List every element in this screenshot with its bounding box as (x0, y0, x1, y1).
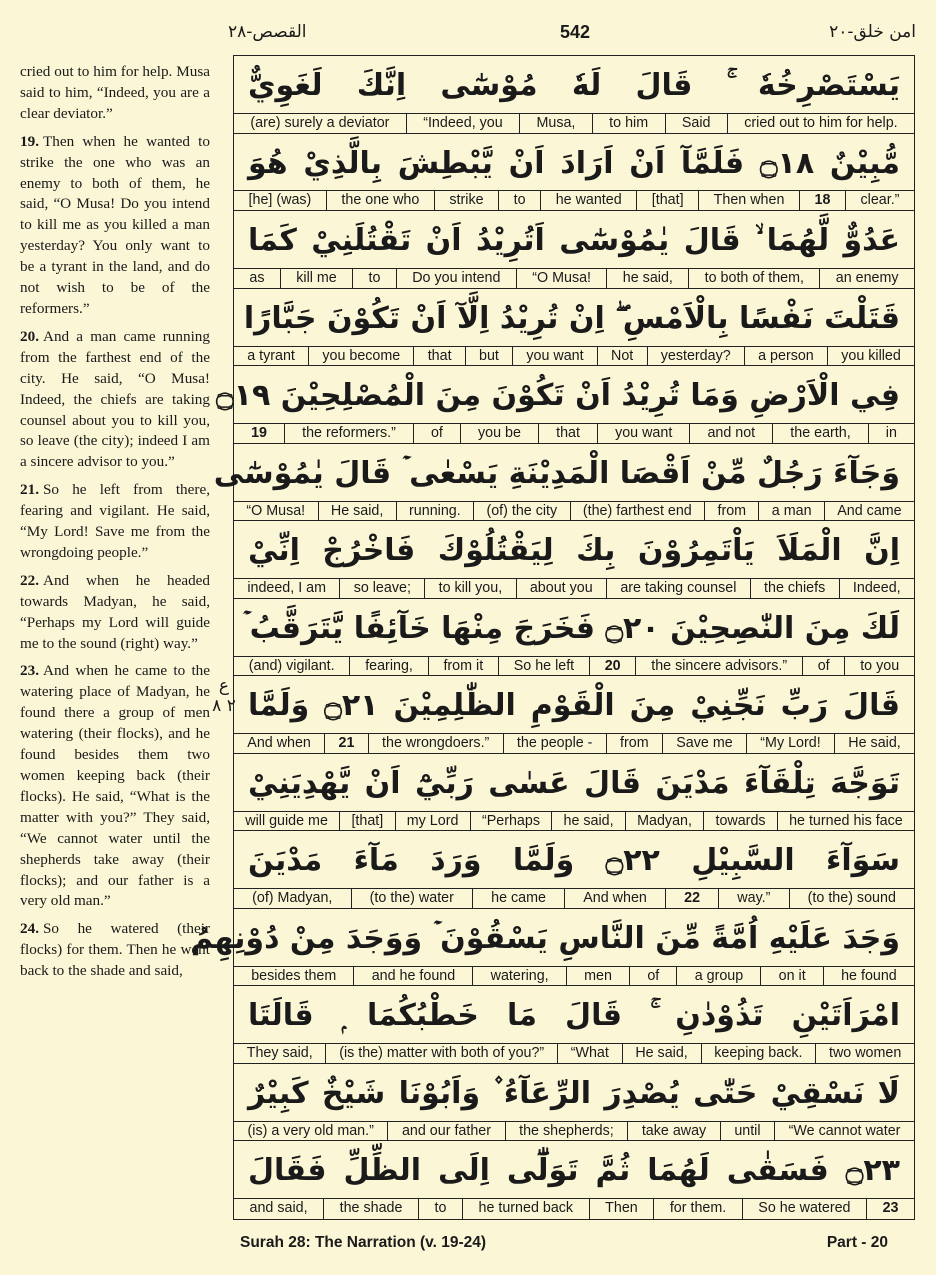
gloss-cell: Then (590, 1199, 655, 1219)
verse-line (213, 444, 914, 522)
arabic-text: ۝٢٣ فَسَقٰى لَهُمَا ثُمَّ تَوَلّٰٓى اِلَى الظِّلِّ فَقَالَ (234, 1141, 914, 1199)
gloss-cell: a tyrant (234, 347, 309, 366)
gloss-cell: (to the) water (352, 889, 474, 908)
verse-number-cell: 22 (666, 889, 719, 908)
verse-line (234, 754, 914, 832)
gloss-cell: Save me (663, 734, 747, 753)
gloss-cell: as (234, 269, 281, 288)
gloss-cell: watering, (473, 967, 566, 986)
gloss-cell: on it (761, 967, 823, 986)
gloss-cell: “Perhaps (471, 812, 553, 831)
commentary-paragraph (20, 571, 210, 655)
gloss-cell: Said (666, 114, 728, 133)
verse-number-cell: 20 (590, 657, 636, 676)
gloss-row (234, 1122, 914, 1142)
gloss-cell: you become (309, 347, 414, 366)
gloss-cell: (the) farthest end (571, 502, 706, 521)
arabic-text: لَا نَسْقِيْ حَتّٰى يُصْدِرَ الرِّعَآءُ ۫ وَاَبُوْنَا شَيْخٌ كَبِيْرٌ (234, 1064, 914, 1122)
gloss-cell: keeping back. (702, 1044, 817, 1063)
gloss-cell: running. (397, 502, 474, 521)
verse-number: 23. (20, 662, 39, 680)
verse-line (234, 599, 914, 677)
verse-number: 24. (20, 920, 39, 938)
gloss-row (234, 812, 914, 832)
gloss-cell: (of) the city (474, 502, 570, 521)
gloss-cell: that (539, 424, 598, 443)
verse-number-cell: 19 (234, 424, 285, 443)
verse-line (190, 909, 914, 987)
gloss-cell: you want (513, 347, 598, 366)
verse-line (234, 134, 914, 212)
commentary-paragraph (20, 327, 210, 473)
arabic-text: قَالَ رَبِّ نَجِّنِيْ مِنَ الْقَوْمِ الظّٰلِمِيْنَ ۝٢١ وَلَمَّا (234, 676, 914, 734)
arabic-text: لَكَ مِنَ النّٰصِحِيْنَ ۝٢٠ فَخَرَجَ مِنْهَا خَآئِفًا يَّتَرَقَّبُ ۡ (234, 599, 914, 657)
gloss-cell: he said, (607, 269, 689, 288)
verse-line (234, 831, 914, 909)
gloss-cell: (of) Madyan, (234, 889, 352, 908)
gloss-cell: for them. (654, 1199, 742, 1219)
gloss-cell: and our father (388, 1122, 505, 1141)
gloss-cell: and not (690, 424, 773, 443)
gloss-cell: to both of them, (689, 269, 820, 288)
commentary-paragraph (20, 132, 210, 320)
gloss-cell: (are) surely a deviator (234, 114, 407, 133)
arabic-text: وَجَآءَ رَجُلٌ مِّنْ اَقْصَا الْمَدِيْنَةِ يَسْعٰى ۡ قَالَ يٰمُوْسٰٓى (234, 444, 914, 502)
gloss-cell: [that] (340, 812, 395, 831)
gloss-cell: the one who (327, 191, 435, 210)
verse-line (234, 56, 914, 134)
gloss-cell: take away (628, 1122, 720, 1141)
gloss-cell: from (607, 734, 663, 753)
gloss-row (234, 502, 914, 522)
gloss-cell: about you (517, 579, 607, 598)
gloss-cell: way.” (719, 889, 789, 908)
gloss-cell: but (466, 347, 513, 366)
gloss-row (234, 967, 914, 987)
gloss-cell: to (353, 269, 397, 288)
gloss-cell: (and) vigilant. (234, 657, 350, 676)
verse-number: 20. (20, 327, 39, 345)
gloss-cell: Do you intend (397, 269, 517, 288)
arabic-text: عَدُوٌّ لَّهُمَا ۙ قَالَ يٰمُوْسٰٓى اَتُرِيْدُ اَنْ تَقْتُلَنِيْ كَمَا (234, 211, 914, 269)
gloss-cell: of (414, 424, 461, 443)
gloss-cell: the shepherds; (506, 1122, 629, 1141)
verse-line (216, 366, 914, 444)
gloss-cell: of (630, 967, 677, 986)
arabic-text: سَوَآءَ السَّبِيْلِ ۝٢٢ وَلَمَّا وَرَدَ مَآءَ مَدْيَنَ (234, 831, 914, 889)
verse-line (234, 289, 914, 367)
gloss-cell: to you (860, 657, 900, 674)
commentary-text: So he watered (their flocks) for them. Then he went back to the shade and said, (20, 920, 210, 980)
gloss-cell: Not (598, 347, 648, 366)
gloss-cell: Madyan, (626, 812, 704, 831)
gloss-cell: an enemy (835, 269, 899, 286)
gloss-cell: [that] (637, 191, 699, 210)
gloss-row (234, 1199, 914, 1219)
gloss-cell: Then when (699, 191, 800, 210)
gloss-cell: towards (704, 812, 778, 831)
gloss-cell: my Lord (396, 812, 471, 831)
arabic-text: اِنَّ الْمَلَاَ يَاْتَمِرُوْنَ بِكَ لِيَقْتُلُوْكَ فَاخْرُجْ اِنِّيْ (234, 521, 914, 579)
gloss-cell: clear.” (860, 192, 900, 209)
gloss-cell: he turned back (463, 1199, 590, 1219)
gloss-row (234, 657, 914, 677)
gloss-cell: And came (837, 502, 902, 519)
verse-line (234, 521, 914, 599)
gloss-cell: a group (677, 967, 761, 986)
commentary-paragraph (20, 919, 210, 982)
gloss-row (234, 191, 914, 211)
gloss-cell: from (705, 502, 759, 521)
gloss-cell: So he left (499, 657, 590, 676)
gloss-cell: you want (598, 424, 690, 443)
gloss-cell: He said, (319, 502, 397, 521)
commentary-text: And a man came running from the farthest end of the city. He said, “O Musa! Indeed, the chiefs are taking counsel about you to kill you, so leave (the city); indeed I am a sincere advisor to you.” (20, 327, 210, 471)
gloss-cell: he wanted (541, 191, 637, 210)
gloss-cell: strike (435, 191, 499, 210)
verse-number: 21. (20, 481, 39, 499)
gloss-cell: the sincere advisors.” (636, 657, 802, 676)
gloss-cell: the people - (504, 734, 607, 753)
gloss-cell: to (499, 191, 541, 210)
commentary-text: And when he came to the watering place of Madyan, he found there a group of men watering (their flocks), and he found besides them two women keeping back (their flocks). He said, “What is the matter with you?” They said, “We cannot water until the shepherds take away (their flocks); and our father is a very old man.” (20, 662, 210, 910)
gloss-cell: that (414, 347, 465, 366)
gloss-cell: And when (565, 889, 666, 908)
gloss-cell: Musa, (520, 114, 593, 133)
gloss-cell: and he found (354, 967, 473, 986)
gloss-cell: Indeed, (852, 580, 901, 597)
gloss-cell: “My Lord! (747, 734, 835, 753)
verse-number: 19. (20, 132, 39, 150)
gloss-row (234, 889, 914, 909)
arabic-text: فِي الْاَرْضِ وَمَا تُرِيْدُ اَنْ تَكُوْنَ مِنَ الْمُصْلِحِيْنَ ۝١٩ (234, 366, 914, 424)
gloss-cell: to kill you, (425, 579, 516, 598)
verse-line (234, 676, 914, 754)
gloss-cell: So he watered (743, 1199, 867, 1219)
verse-number-cell: 18 (800, 191, 846, 210)
verse-number-cell: 23 (882, 1200, 899, 1217)
verse-line (234, 1141, 914, 1219)
gloss-cell: to him (593, 114, 666, 133)
gloss-cell: the shade (324, 1199, 419, 1219)
gloss-cell: the reformers.” (285, 424, 414, 443)
gloss-row (234, 424, 914, 444)
gloss-cell: (is the) matter with both of you?” (326, 1044, 558, 1063)
verse-number-cell: 21 (325, 734, 369, 753)
gloss-cell: and said, (234, 1199, 324, 1219)
commentary-text: cried out to him for help. Musa said to him, “Indeed, you are a clear deviator.” (20, 63, 210, 122)
gloss-cell: a man (759, 502, 824, 521)
gloss-cell: They said, (234, 1044, 326, 1063)
commentary-paragraph (20, 661, 210, 912)
juz-name-header: امن خلق-٢٠ (829, 22, 916, 42)
verse-line (234, 986, 914, 1064)
gloss-row (234, 347, 914, 367)
gloss-cell: “Indeed, you (407, 114, 520, 133)
gloss-cell: the earth, (773, 424, 869, 443)
gloss-cell: in (885, 425, 897, 442)
gloss-cell: are taking counsel (607, 579, 751, 598)
gloss-cell: “What (558, 1044, 623, 1063)
gloss-cell: fearing, (350, 657, 428, 676)
commentary-paragraph (20, 62, 210, 125)
gloss-cell: cried out to him for help. (744, 114, 898, 131)
commentary-text: And when he headed towards Madyan, he said, “Perhaps my Lord will guide me to the sound (right) way.” (20, 571, 210, 652)
gloss-cell: “We cannot water (788, 1122, 901, 1139)
verse-number: 22. (20, 571, 39, 589)
gloss-cell: And when (234, 734, 325, 753)
translation-commentary (20, 62, 210, 989)
gloss-cell: (is) a very old man.” (234, 1122, 388, 1141)
gloss-cell: he turned his face (789, 812, 903, 829)
gloss-cell: a person (745, 347, 828, 366)
gloss-cell: (to the) sound (807, 890, 896, 907)
gloss-cell: the wrongdoers.” (369, 734, 504, 753)
gloss-cell: so leave; (340, 579, 425, 598)
gloss-cell: kill me (281, 269, 353, 288)
gloss-cell: he came (473, 889, 565, 908)
gloss-cell: he said, (552, 812, 626, 831)
footer-surah-title: Surah 28: The Narration (v. 19-24) (240, 1234, 487, 1251)
gloss-cell: of (803, 657, 846, 676)
gloss-cell: “O Musa! (234, 502, 319, 521)
commentary-text: So he left from there, fearing and vigilant. He said, “My Lord! Save me from the wrongdoing people.” (20, 481, 210, 561)
footer-part: Part - 20 (826, 1234, 888, 1251)
gloss-cell: two women (828, 1045, 902, 1062)
gloss-row (234, 1044, 914, 1064)
arabic-text: يَسْتَصْرِخُهٗ ۚ قَالَ لَهٗ مُوْسٰٓى اِنَّكَ لَغَوِيٌّ (234, 56, 914, 114)
gloss-cell: to (419, 1199, 463, 1219)
gloss-cell: from it (429, 657, 499, 676)
gloss-row (234, 114, 914, 134)
gloss-cell: men (567, 967, 630, 986)
page-number: 542 (559, 22, 591, 42)
gloss-cell: the chiefs (751, 579, 840, 598)
gloss-cell: he found (841, 967, 897, 984)
verse-line (234, 211, 914, 289)
gloss-cell: He said, (848, 735, 901, 752)
surah-name-header: القصص-٢٨ (228, 22, 307, 42)
verse-line (234, 1064, 914, 1142)
gloss-cell: “O Musa! (517, 269, 608, 288)
commentary-text: Then when he wanted to strike the one who was an enemy to both of them, he said, “O Musa! Do you intend to kill me as you killed a man yesterday? You only want to be a tyrant in the land, and do not wish to be of the reformers.” (20, 132, 210, 317)
commentary-paragraph (20, 480, 210, 564)
rukuh-marker: ع ٢ ٨ (212, 676, 236, 716)
gloss-row (234, 734, 914, 754)
gloss-row (234, 579, 914, 599)
gloss-cell: yesterday? (648, 347, 745, 366)
gloss-cell: besides them (234, 967, 354, 986)
gloss-cell: indeed, I am (234, 579, 340, 598)
arabic-text: وَجَدَ عَلَيْهِ اُمَّةً مِّنَ النَّاسِ يَسْقُوْنَ ۡ وَوَجَدَ مِنْ دُوْنِهِمُ (234, 909, 914, 967)
gloss-cell: will guide me (234, 812, 340, 831)
gloss-cell: [he] (was) (234, 191, 327, 210)
gloss-cell: until (721, 1122, 775, 1141)
gloss-cell: you be (461, 424, 539, 443)
gloss-row (234, 269, 914, 289)
gloss-cell: you killed (841, 347, 901, 364)
gloss-cell: He said, (623, 1044, 702, 1063)
arabic-text: مُّبِيْنٌ ۝١٨ فَلَمَّآ اَنْ اَرَادَ اَنْ يَّبْطِشَ بِالَّذِيْ هُوَ (234, 134, 914, 192)
arabic-text: امْرَاَتَيْنِ تَذُوْدٰنِ ۚ قَالَ مَا خَطْبُكُمَا ۭ قَالَتَا (234, 986, 914, 1044)
arabic-text: قَتَلْتَ نَفْسًا بِالْاَمْسِ ۖ اِنْ تُرِيْدُ اِلَّآ اَنْ تَكُوْنَ جَبَّارًا (234, 289, 914, 347)
arabic-text: تَوَجَّهَ تِلْقَآءَ مَدْيَنَ قَالَ عَسٰى رَبِّيْٓ اَنْ يَّهْدِيَنِيْ (234, 754, 914, 812)
